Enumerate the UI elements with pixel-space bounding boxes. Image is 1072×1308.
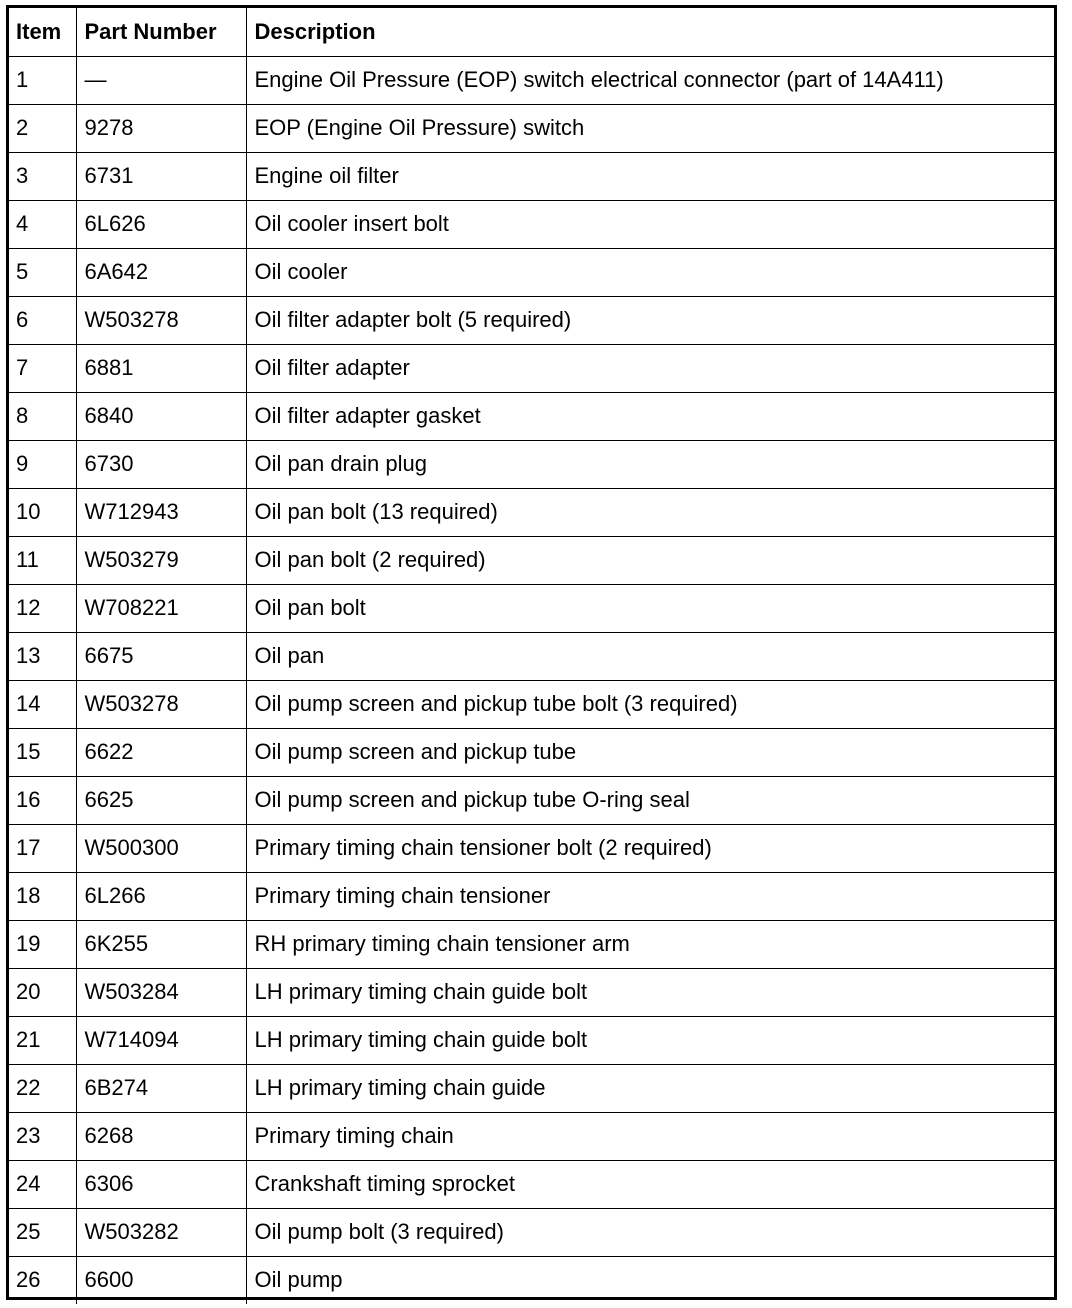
- cell-item: 19: [9, 920, 76, 968]
- table-row: [9, 536, 1054, 584]
- cell-description: LH primary timing chain guide bolt: [246, 1016, 1054, 1064]
- cell-item: 26: [9, 1256, 76, 1304]
- cell-item: 16: [9, 776, 76, 824]
- header-description: Description: [246, 8, 1054, 56]
- cell-part-number: 6K255: [76, 920, 246, 968]
- cell-item: 8: [9, 392, 76, 440]
- cell-item: 17: [9, 824, 76, 872]
- table-row: [9, 104, 1054, 152]
- table-row: [9, 968, 1054, 1016]
- table-row: [9, 440, 1054, 488]
- cell-item: 23: [9, 1112, 76, 1160]
- cell-part-number: W503279: [76, 536, 246, 584]
- table-row: [9, 344, 1054, 392]
- cell-item: 12: [9, 584, 76, 632]
- cell-description: Engine oil filter: [246, 152, 1054, 200]
- cell-description: Oil pan bolt (2 required): [246, 536, 1054, 584]
- table-row: [9, 632, 1054, 680]
- cell-part-number: W503284: [76, 968, 246, 1016]
- table-row: [9, 584, 1054, 632]
- cell-part-number: 6881: [76, 344, 246, 392]
- table-row: [9, 1112, 1054, 1160]
- cell-description: Oil pump screen and pickup tube bolt (3 required): [246, 680, 1054, 728]
- cell-description: EOP (Engine Oil Pressure) switch: [246, 104, 1054, 152]
- table-row: [9, 1256, 1054, 1304]
- cell-item: 4: [9, 200, 76, 248]
- cell-description: Oil filter adapter: [246, 344, 1054, 392]
- cell-part-number: 6L626: [76, 200, 246, 248]
- cell-description: Oil pan bolt (13 required): [246, 488, 1054, 536]
- cell-part-number: 6L266: [76, 872, 246, 920]
- cell-description: Primary timing chain tensioner bolt (2 required): [246, 824, 1054, 872]
- cell-description: Oil pan bolt: [246, 584, 1054, 632]
- table-row: [9, 1064, 1054, 1112]
- header-item: Item: [9, 8, 76, 56]
- cell-part-number: W714094: [76, 1016, 246, 1064]
- cell-description: Oil filter adapter gasket: [246, 392, 1054, 440]
- table-row: [9, 56, 1054, 104]
- cell-description: Oil pump bolt (3 required): [246, 1208, 1054, 1256]
- cell-item: 14: [9, 680, 76, 728]
- cell-description: Oil filter adapter bolt (5 required): [246, 296, 1054, 344]
- cell-description: Oil pump screen and pickup tube O-ring seal: [246, 776, 1054, 824]
- cell-item: 24: [9, 1160, 76, 1208]
- cell-item: 18: [9, 872, 76, 920]
- table-row: [9, 1016, 1054, 1064]
- cell-part-number: W500300: [76, 824, 246, 872]
- table-row: [9, 488, 1054, 536]
- cell-part-number: —: [76, 56, 246, 104]
- cell-item: 5: [9, 248, 76, 296]
- cell-description: Oil pump: [246, 1256, 1054, 1304]
- parts-table-container: [6, 5, 1057, 1300]
- cell-description: Crankshaft timing sprocket: [246, 1160, 1054, 1208]
- cell-description: Oil pan drain plug: [246, 440, 1054, 488]
- table-row: [9, 248, 1054, 296]
- table-row: [9, 776, 1054, 824]
- cell-part-number: 6306: [76, 1160, 246, 1208]
- header-part-number: Part Number: [76, 8, 246, 56]
- cell-part-number: 6675: [76, 632, 246, 680]
- cell-part-number: 6622: [76, 728, 246, 776]
- table-row: [9, 1160, 1054, 1208]
- cell-part-number: 6625: [76, 776, 246, 824]
- cell-part-number: 6730: [76, 440, 246, 488]
- table-row: [9, 872, 1054, 920]
- cell-part-number: W503282: [76, 1208, 246, 1256]
- cell-item: 3: [9, 152, 76, 200]
- table-row: [9, 1208, 1054, 1256]
- cell-part-number: 6268: [76, 1112, 246, 1160]
- cell-description: Primary timing chain tensioner: [246, 872, 1054, 920]
- cell-description: Engine Oil Pressure (EOP) switch electrical connector (part of 14A411): [246, 56, 1054, 104]
- cell-part-number: 6731: [76, 152, 246, 200]
- cell-item: 20: [9, 968, 76, 1016]
- table-header-row: [9, 8, 1054, 56]
- table-row: [9, 824, 1054, 872]
- cell-description: Oil pump screen and pickup tube: [246, 728, 1054, 776]
- table-row: [9, 920, 1054, 968]
- cell-description: LH primary timing chain guide bolt: [246, 968, 1054, 1016]
- cell-description: Oil cooler: [246, 248, 1054, 296]
- table-row: [9, 728, 1054, 776]
- cell-part-number: 6840: [76, 392, 246, 440]
- cell-part-number: W708221: [76, 584, 246, 632]
- cell-item: 21: [9, 1016, 76, 1064]
- table-row: [9, 392, 1054, 440]
- cell-item: 13: [9, 632, 76, 680]
- cell-part-number: W712943: [76, 488, 246, 536]
- cell-item: 2: [9, 104, 76, 152]
- cell-item: 10: [9, 488, 76, 536]
- table-row: [9, 200, 1054, 248]
- cell-item: 25: [9, 1208, 76, 1256]
- cell-part-number: 9278: [76, 104, 246, 152]
- cell-description: Oil cooler insert bolt: [246, 200, 1054, 248]
- table-row: [9, 680, 1054, 728]
- cell-part-number: 6B274: [76, 1064, 246, 1112]
- cell-item: 15: [9, 728, 76, 776]
- cell-item: 9: [9, 440, 76, 488]
- cell-item: 6: [9, 296, 76, 344]
- cell-item: 7: [9, 344, 76, 392]
- cell-part-number: 6600: [76, 1256, 246, 1304]
- cell-description: Primary timing chain: [246, 1112, 1054, 1160]
- cell-part-number: 6A642: [76, 248, 246, 296]
- parts-table: [9, 8, 1054, 1304]
- cell-part-number: W503278: [76, 680, 246, 728]
- cell-part-number: W503278: [76, 296, 246, 344]
- cell-item: 11: [9, 536, 76, 584]
- cell-description: Oil pan: [246, 632, 1054, 680]
- table-row: [9, 152, 1054, 200]
- cell-description: RH primary timing chain tensioner arm: [246, 920, 1054, 968]
- cell-description: LH primary timing chain guide: [246, 1064, 1054, 1112]
- table-body: [9, 56, 1054, 1304]
- cell-item: 1: [9, 56, 76, 104]
- cell-item: 22: [9, 1064, 76, 1112]
- table-row: [9, 296, 1054, 344]
